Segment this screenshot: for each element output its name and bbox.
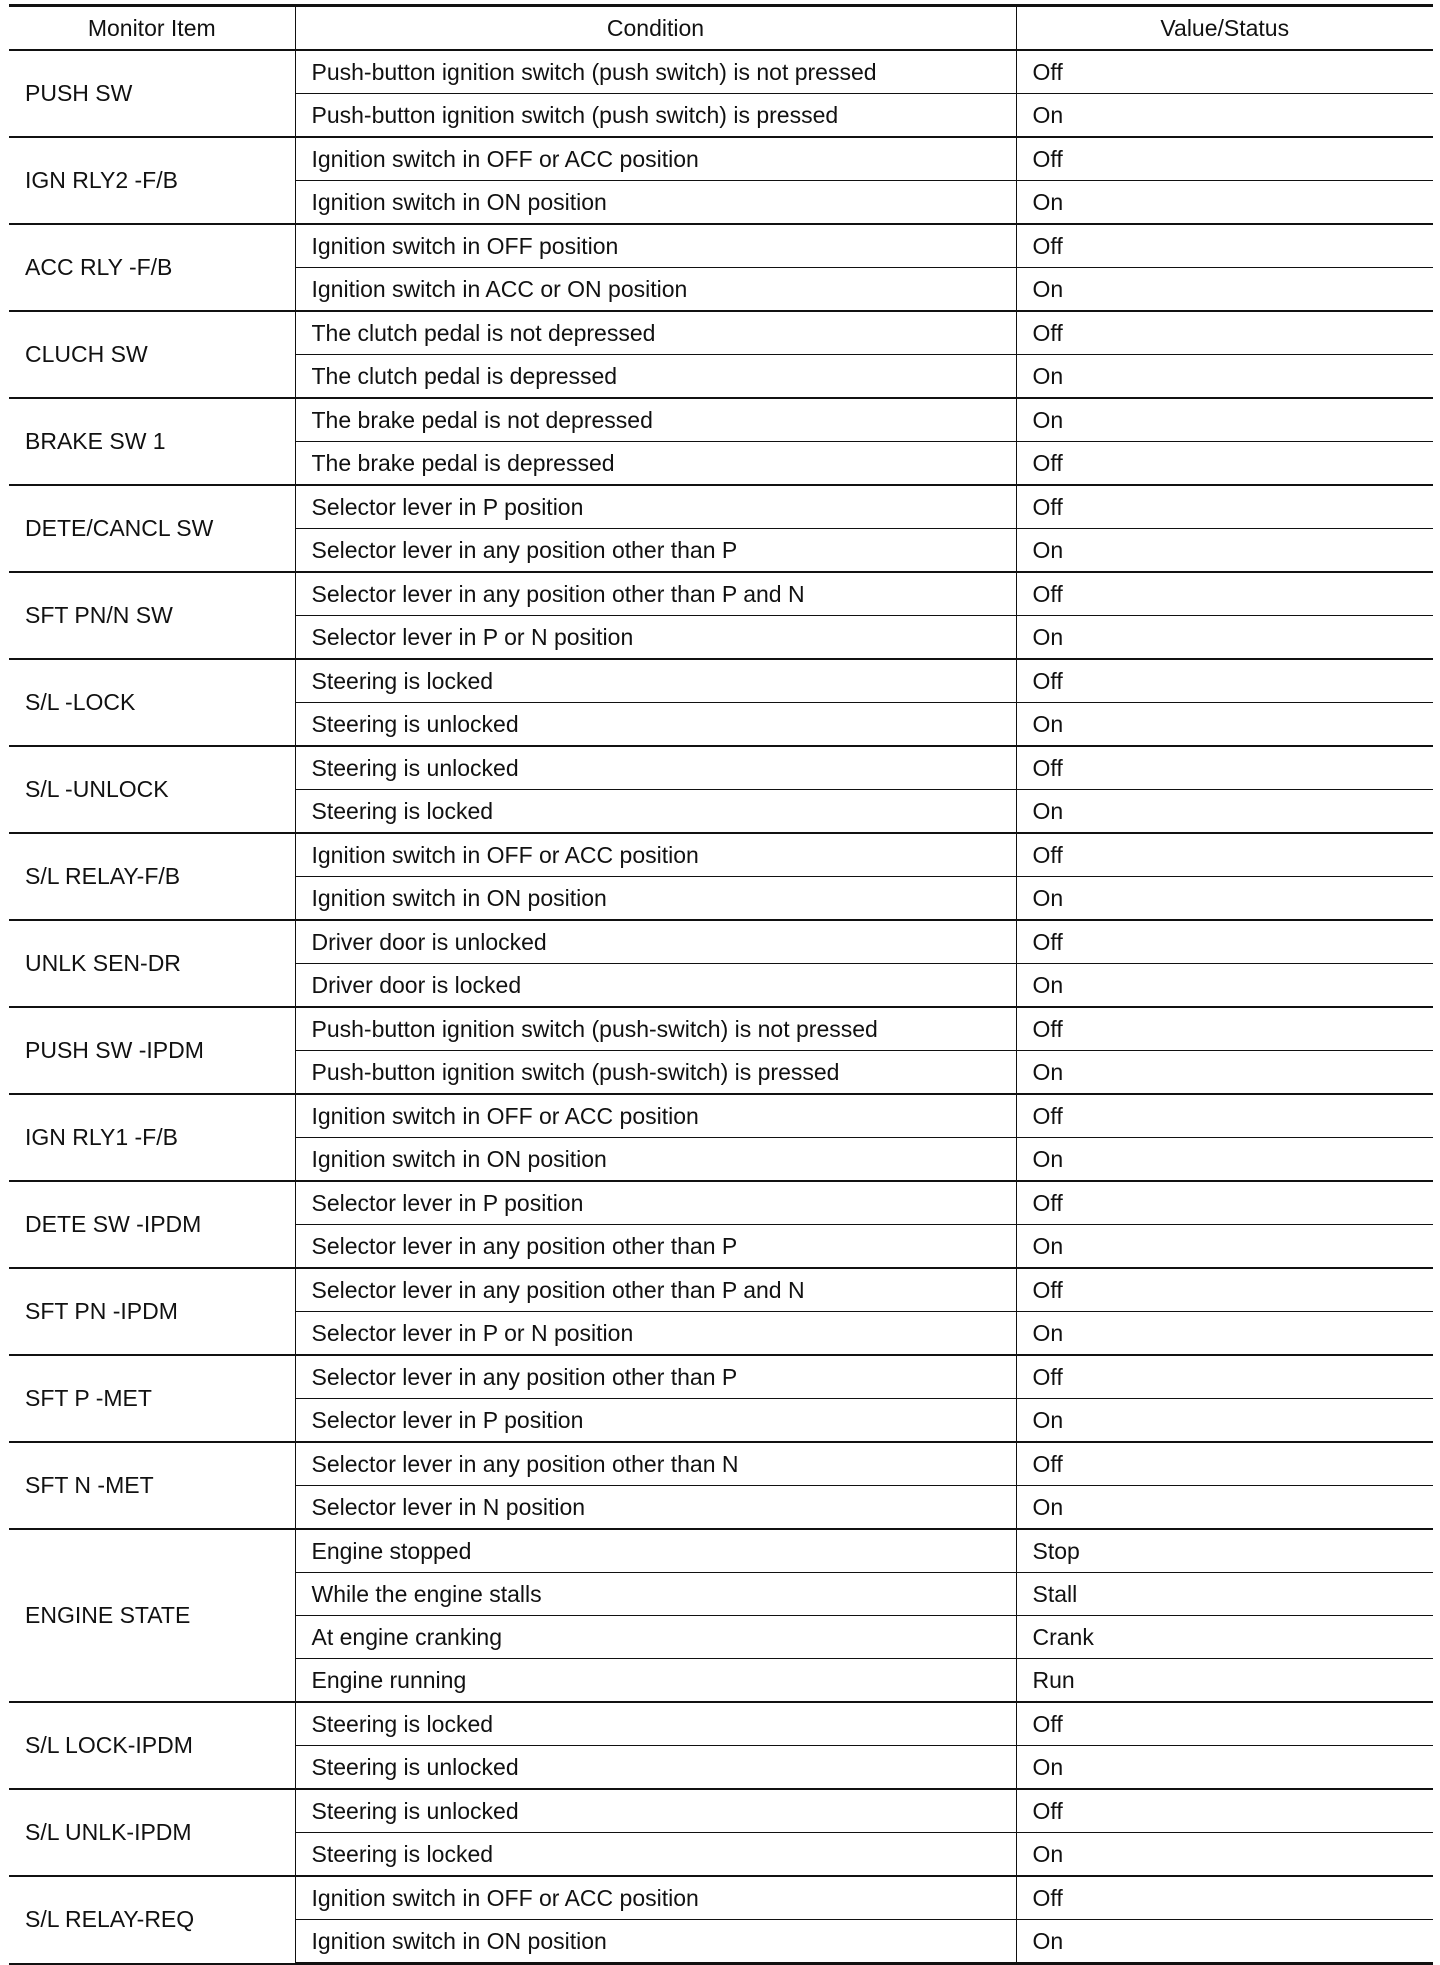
condition-cell: Selector lever in any position other than P and N [295, 1268, 1016, 1312]
condition-cell: Steering is locked [295, 659, 1016, 703]
value-status-cell: On [1016, 94, 1433, 138]
value-status-cell: Off [1016, 50, 1433, 94]
value-status-cell: Off [1016, 920, 1433, 964]
header-monitor-item: Monitor Item [9, 6, 295, 51]
condition-cell: Selector lever in P position [295, 1181, 1016, 1225]
value-status-cell: On [1016, 1920, 1433, 1964]
condition-cell: Ignition switch in OFF or ACC position [295, 137, 1016, 181]
value-status-cell: On [1016, 355, 1433, 399]
value-status-cell: Off [1016, 137, 1433, 181]
monitor-item-cell: IGN RLY2 -F/B [9, 137, 295, 224]
value-status-cell: Off [1016, 1181, 1433, 1225]
table-body [9, 50, 1433, 1964]
value-status-cell: On [1016, 181, 1433, 225]
table-row [9, 833, 1433, 877]
value-status-cell: On [1016, 529, 1433, 573]
monitor-item-cell: UNLK SEN-DR [9, 920, 295, 1007]
table-row [9, 1181, 1433, 1225]
table-row [9, 1876, 1433, 1920]
monitor-item-cell: CLUCH SW [9, 311, 295, 398]
monitor-item-cell: S/L LOCK-IPDM [9, 1702, 295, 1789]
monitor-item-cell: ACC RLY -F/B [9, 224, 295, 311]
condition-cell: Engine stopped [295, 1529, 1016, 1573]
value-status-cell: Off [1016, 1094, 1433, 1138]
table-row [9, 50, 1433, 94]
condition-cell: At engine cranking [295, 1616, 1016, 1659]
condition-cell: Selector lever in any position other than N [295, 1442, 1016, 1486]
table-row [9, 1789, 1433, 1833]
value-status-cell: Off [1016, 1702, 1433, 1746]
monitor-item-cell: S/L UNLK-IPDM [9, 1789, 295, 1876]
condition-cell: Ignition switch in ON position [295, 181, 1016, 225]
monitor-item-cell: IGN RLY1 -F/B [9, 1094, 295, 1181]
condition-cell: Steering is unlocked [295, 1789, 1016, 1833]
value-status-cell: Off [1016, 572, 1433, 616]
table-header [9, 6, 1433, 51]
condition-cell: The brake pedal is depressed [295, 442, 1016, 486]
monitor-item-cell: DETE SW -IPDM [9, 1181, 295, 1268]
value-status-cell: On [1016, 1051, 1433, 1095]
condition-cell: Selector lever in any position other than P [295, 1225, 1016, 1269]
table-row [9, 659, 1433, 703]
value-status-cell: On [1016, 877, 1433, 921]
value-status-cell: On [1016, 1225, 1433, 1269]
condition-cell: Steering is unlocked [295, 746, 1016, 790]
condition-cell: Selector lever in any position other than P [295, 1355, 1016, 1399]
condition-cell: Ignition switch in OFF or ACC position [295, 833, 1016, 877]
table-row [9, 1442, 1433, 1486]
value-status-cell: Off [1016, 311, 1433, 355]
monitor-item-cell: SFT PN -IPDM [9, 1268, 295, 1355]
value-status-cell: Stop [1016, 1529, 1433, 1573]
monitor-item-cell: PUSH SW [9, 50, 295, 137]
condition-cell: Steering is locked [295, 1833, 1016, 1877]
monitor-item-cell: SFT PN/N SW [9, 572, 295, 659]
value-status-cell: On [1016, 964, 1433, 1008]
condition-cell: Selector lever in P or N position [295, 616, 1016, 660]
value-status-cell: Off [1016, 1268, 1433, 1312]
header-condition: Condition [295, 6, 1016, 51]
table-row [9, 572, 1433, 616]
value-status-cell: On [1016, 790, 1433, 834]
value-status-cell: On [1016, 1746, 1433, 1790]
monitor-item-table [9, 4, 1433, 1965]
condition-cell: Selector lever in P position [295, 485, 1016, 529]
condition-cell: Push-button ignition switch (push-switch) is pressed [295, 1051, 1016, 1095]
condition-cell: Selector lever in N position [295, 1486, 1016, 1530]
table-row [9, 920, 1433, 964]
value-status-cell: On [1016, 616, 1433, 660]
monitor-item-cell: BRAKE SW 1 [9, 398, 295, 485]
value-status-cell: Off [1016, 1007, 1433, 1051]
table-row [9, 1094, 1433, 1138]
table-row [9, 224, 1433, 268]
header-row [9, 6, 1433, 51]
condition-cell: Steering is unlocked [295, 703, 1016, 747]
table-row [9, 746, 1433, 790]
condition-cell: Ignition switch in OFF or ACC position [295, 1876, 1016, 1920]
condition-cell: The clutch pedal is not depressed [295, 311, 1016, 355]
value-status-cell: Off [1016, 442, 1433, 486]
value-status-cell: On [1016, 703, 1433, 747]
value-status-cell: Off [1016, 1442, 1433, 1486]
value-status-cell: Off [1016, 833, 1433, 877]
monitor-item-cell: DETE/CANCL SW [9, 485, 295, 572]
value-status-cell: On [1016, 268, 1433, 312]
condition-cell: Ignition switch in ON position [295, 877, 1016, 921]
condition-cell: Steering is locked [295, 790, 1016, 834]
table-row [9, 1529, 1433, 1573]
value-status-cell: On [1016, 1486, 1433, 1530]
condition-cell: Selector lever in P position [295, 1399, 1016, 1443]
table-row [9, 311, 1433, 355]
monitor-item-cell: SFT N -MET [9, 1442, 295, 1529]
condition-cell: The clutch pedal is depressed [295, 355, 1016, 399]
condition-cell: While the engine stalls [295, 1573, 1016, 1616]
condition-cell: Ignition switch in ON position [295, 1920, 1016, 1964]
value-status-cell: Off [1016, 746, 1433, 790]
condition-cell: Driver door is unlocked [295, 920, 1016, 964]
value-status-cell: Off [1016, 1789, 1433, 1833]
table-row [9, 137, 1433, 181]
table-row [9, 1007, 1433, 1051]
table-row [9, 1268, 1433, 1312]
value-status-cell: Crank [1016, 1616, 1433, 1659]
monitor-item-cell: SFT P -MET [9, 1355, 295, 1442]
condition-cell: Ignition switch in OFF position [295, 224, 1016, 268]
table-row [9, 485, 1433, 529]
monitor-item-cell: ENGINE STATE [9, 1529, 295, 1702]
value-status-cell: Off [1016, 224, 1433, 268]
value-status-cell: Stall [1016, 1573, 1433, 1616]
monitor-item-cell: S/L RELAY-F/B [9, 833, 295, 920]
table-row [9, 398, 1433, 442]
condition-cell: Driver door is locked [295, 964, 1016, 1008]
value-status-cell: On [1016, 1833, 1433, 1877]
monitor-item-cell: S/L RELAY-REQ [9, 1876, 295, 1964]
value-status-cell: On [1016, 1138, 1433, 1182]
condition-cell: Engine running [295, 1659, 1016, 1703]
value-status-cell: Off [1016, 485, 1433, 529]
table-row [9, 1355, 1433, 1399]
condition-cell: The brake pedal is not depressed [295, 398, 1016, 442]
condition-cell: Ignition switch in OFF or ACC position [295, 1094, 1016, 1138]
value-status-cell: On [1016, 398, 1433, 442]
value-status-cell: Run [1016, 1659, 1433, 1703]
condition-cell: Steering is unlocked [295, 1746, 1016, 1790]
value-status-cell: Off [1016, 659, 1433, 703]
condition-cell: Selector lever in any position other than P [295, 529, 1016, 573]
header-value-status: Value/Status [1016, 6, 1433, 51]
condition-cell: Steering is locked [295, 1702, 1016, 1746]
condition-cell: Ignition switch in ACC or ON position [295, 268, 1016, 312]
condition-cell: Ignition switch in ON position [295, 1138, 1016, 1182]
value-status-cell: On [1016, 1312, 1433, 1356]
condition-cell: Selector lever in any position other than P and N [295, 572, 1016, 616]
value-status-cell: On [1016, 1399, 1433, 1443]
value-status-cell: Off [1016, 1355, 1433, 1399]
monitor-item-cell: PUSH SW -IPDM [9, 1007, 295, 1094]
condition-cell: Selector lever in P or N position [295, 1312, 1016, 1356]
monitor-item-cell: S/L -UNLOCK [9, 746, 295, 833]
monitor-item-cell: S/L -LOCK [9, 659, 295, 746]
table-row [9, 1702, 1433, 1746]
value-status-cell: Off [1016, 1876, 1433, 1920]
condition-cell: Push-button ignition switch (push switch) is not pressed [295, 50, 1016, 94]
condition-cell: Push-button ignition switch (push switch) is pressed [295, 94, 1016, 138]
condition-cell: Push-button ignition switch (push-switch) is not pressed [295, 1007, 1016, 1051]
